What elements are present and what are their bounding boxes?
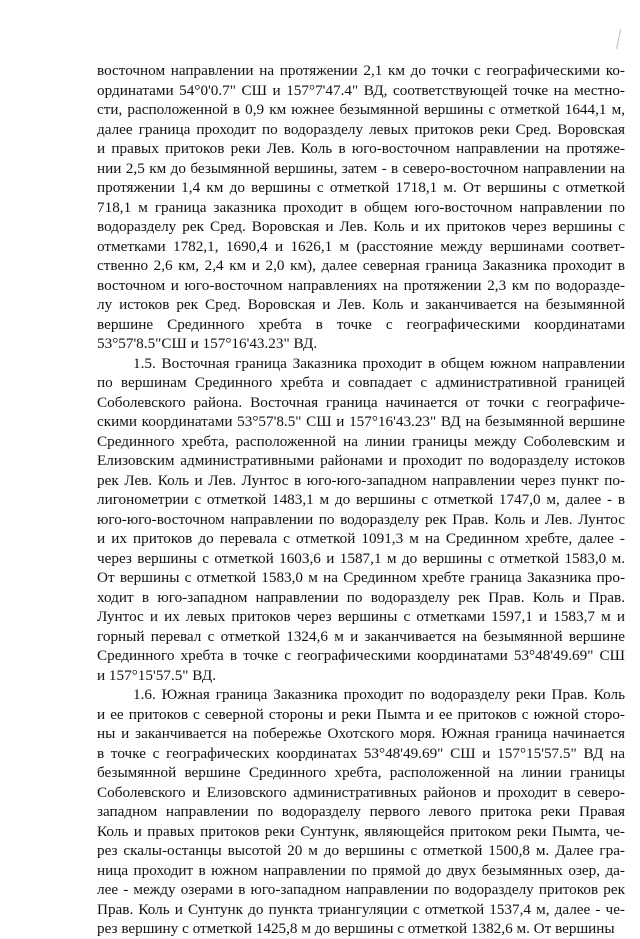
text-line: вершине Срединного хребта в точке с географическими координатами — [97, 315, 625, 333]
text-line: Соболевского района. Восточная граница начинается от точки с географиче- — [97, 393, 625, 411]
text-line: 1.5. Восточная граница Заказника проходит в общем южном направлении — [133, 354, 625, 372]
text-line: лигонометрии с отметкой 1483,1 м до вершины с отметкой 1747,0 м, далее - в — [97, 491, 625, 508]
text-line: по вершинам Срединного хребта и совпадает с административной границей — [97, 374, 625, 391]
text-line: далее граница проходит по водоразделу левых притоков реки Сред. Воровская — [97, 120, 625, 138]
text-line: и их притоков до перевала с отметкой 1091,3 м на Срединном хребте, далее - — [97, 530, 625, 547]
document-body — [97, 61, 625, 939]
text-line: водоразделу рек Сред. Воровская и Лев. Коль и их притоков через вершины с — [97, 218, 625, 235]
text-line: и правых притоков реки Лев. Коль в юго-восточном направлении на протяже- — [97, 140, 625, 157]
text-line: Елизовским административными районами и проходит по водоразделу истоков — [97, 452, 625, 469]
text-line: рез вершину с отметкой 1425,8 м до вершины с отметкой 1382,6 м. От вершины — [97, 920, 615, 937]
text-line: восточном направлении на протяжении 2,1 км до точки с географическими ко- — [97, 62, 625, 79]
paragraph — [97, 354, 625, 686]
text-line: 718,1 м граница заказника проходит в общем юго-восточном направлении по — [97, 198, 625, 216]
text-line: и 157°15'57.5" ВД. — [97, 666, 216, 684]
text-line: рек Лев. Коль и Лев. Лунтос в юго-юго-западном направлении через пункт по- — [97, 471, 625, 489]
text-line: в точке с географических координатах 53°48'49.69" СШ и 157°15'57.5" ВД на — [97, 744, 625, 762]
text-line: отметками 1782,1, 1690,4 и 1626,1 м (расстояние между вершинами соответ- — [97, 237, 625, 255]
text-line: лу истоков рек Сред. Воровская и Лев. Коль и заканчивается на безымянной — [97, 296, 625, 313]
text-line: восточном и юго-восточном направлениях на протяжении 2,3 км по водоразде- — [97, 276, 625, 294]
text-line: безымянной вершине Срединного хребта, расположенной на линии границы — [97, 764, 625, 781]
text-line: Срединного хребта, расположенной на линии границы между Соболевским и — [97, 432, 625, 450]
text-line: юго-юго-восточном направлении по водоразделу рек Прав. Коль и Лев. Лунтос — [97, 510, 625, 528]
text-line: 1.6. Южная граница Заказника проходит по водоразделу реки Прав. Коль — [133, 686, 625, 703]
text-line: Прав. Коль и Сунтунк до пункта триангуляции с отметкой 1537,4 м, далее - че- — [97, 900, 625, 918]
text-line: и ее притоков с северной стороны и реки Пымта и ее притоков с южной сторо- — [97, 705, 625, 723]
text-line: сти, расположенной в 0,9 км южнее безымянной вершины с отметкой 1644,1 м, — [97, 101, 625, 118]
paragraph — [97, 61, 625, 354]
text-line: ны и заканчивается на побережье Охотского моря. Южная граница начинается — [97, 725, 625, 742]
text-line: Соболевского и Елизовского административных районов и проходит в северо- — [97, 783, 625, 801]
text-line: через вершины с отметкой 1603,6 и 1587,1 м до вершины с отметкой 1583,0 м. — [97, 549, 625, 567]
text-line: протяжении 1,4 км до вершины с отметкой 1718,1 м. От вершины с отметкой — [97, 179, 625, 196]
text-line: ница проходит в южном направлении по прямой до двух безымянных озер, да- — [97, 861, 625, 879]
text-line: От вершины с отметкой 1583,0 м на Срединном хребте граница Заказника про- — [97, 569, 625, 586]
text-line: западном направлении по водоразделу первого левого притока реки Правая — [97, 803, 625, 820]
text-line: нии 2,5 км до безымянной вершины, затем - в северо-восточном направлении на — [97, 159, 625, 177]
text-line: ходит в юго-западном направлении по водоразделу рек Прав. Коль и Прав. — [97, 588, 625, 606]
text-line: 53°57'8.5"СШ и 157°16'43.23" ВД. — [97, 335, 318, 352]
text-line: Коль и правых притоков реки Сунтунк, являющейся притоком реки Пымта, че- — [97, 822, 625, 840]
text-line: скими координатами 53°57'8.5" СШ и 157°16'43.23" ВД на безымянной вершине — [97, 413, 625, 430]
text-line: ординатами 54°0'0.7" СШ и 157°7'47.4" ВД, соответствующей точке на местно- — [97, 81, 625, 99]
text-line: рез скалы-останцы высотой 20 м до вершины с отметкой 1500,8 м. Далее гра- — [97, 842, 625, 859]
paragraph — [97, 685, 625, 939]
text-line: Лунтос и их левых притоков через вершины с отметками 1597,1 и 1583,7 м и — [97, 608, 625, 625]
text-line: лее - между озерами в юго-западном направлении по водоразделу притоков рек — [97, 881, 625, 898]
scan-mark — [616, 29, 631, 51]
text-line: Срединного хребта в точке с географическими координатами 53°48'49.69" СШ — [97, 647, 625, 664]
text-line: горный перевал с отметкой 1324,6 м и заканчивается на безымянной вершине — [97, 627, 625, 645]
text-line: ственно 2,6 км, 2,4 км и 2,0 км), далее северная граница Заказника проходит в — [97, 257, 625, 274]
